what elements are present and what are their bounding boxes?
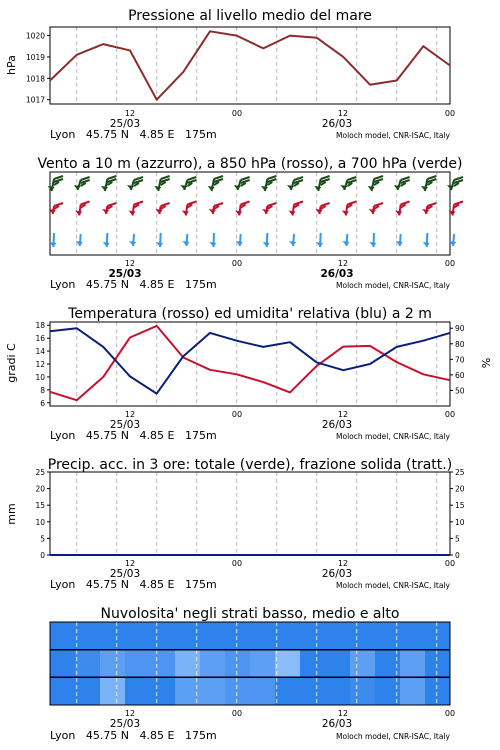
wind-barb: [102, 203, 116, 214]
pressure-title: Pressione al livello medio del mare: [128, 8, 372, 24]
y-tick-label: 0: [40, 551, 45, 560]
x-tick-label: 00: [444, 709, 456, 718]
precipitation-y-label: mm: [5, 503, 18, 525]
x-date-label: 26/03: [321, 568, 353, 580]
x-tick-label: 12: [124, 709, 136, 718]
wind-barb: [129, 234, 136, 246]
cloud-cell: [50, 677, 76, 705]
y-tick-label: 14: [35, 347, 45, 357]
pressure-line: [50, 31, 450, 99]
cloud-cell: [100, 650, 126, 678]
y-tick-label: 20: [35, 484, 45, 494]
wind-barb: [74, 177, 90, 190]
pressure-panel: [5, 8, 455, 141]
x-tick-label: 00: [444, 410, 456, 419]
x-tick-label: 12: [337, 109, 349, 118]
wind-barb: [75, 202, 90, 216]
model-credit: Moloch model, CNR-ISAC, Italy: [336, 432, 450, 441]
temperature-title: Temperatura (rosso) ed umidita' relativa (blu) a 2 m: [68, 306, 432, 322]
wind-barb: [314, 176, 329, 191]
y-tick-label: 25: [35, 468, 45, 477]
barb-head: [48, 186, 55, 191]
barb-head: [208, 186, 215, 191]
barb-head: [315, 209, 322, 214]
wind-barb: [182, 234, 189, 246]
x-tick-label: 00: [231, 109, 243, 118]
pressure-series: [50, 31, 450, 99]
y-tick-label: 10: [35, 372, 45, 382]
cloud-cell: [350, 622, 376, 650]
model-credit: Moloch model, CNR-ISAC, Italy: [336, 131, 450, 140]
x-tick-label: 12: [337, 559, 349, 568]
wind-barb: [315, 203, 329, 214]
cloud-cell: [425, 650, 451, 678]
barb-head: [103, 242, 110, 247]
cloud-title: Nuvolosita' negli strati basso, medio e alto: [100, 606, 400, 622]
y-tick-label: 16: [35, 334, 45, 344]
barb-head: [129, 211, 136, 216]
precipitation-title: Precip. acc. in 3 ore: totale (verde), frazione solida (tratt.): [47, 457, 453, 473]
y-tick-label: 1018: [25, 74, 45, 84]
y2-tick-label: 60: [455, 370, 465, 380]
wind-barb: [101, 176, 116, 191]
x-tick-label: 12: [124, 109, 136, 118]
barb-head: [342, 211, 349, 216]
precipitation-plot-area: [50, 472, 450, 555]
x-tick-label: 00: [231, 559, 243, 568]
y-tick-label: 6: [40, 398, 45, 408]
wind-barb: [208, 176, 223, 191]
cloud-cell: [300, 677, 326, 705]
wind-barb: [103, 233, 110, 247]
y-tick-label: 10: [35, 517, 45, 527]
precipitation-right-ticks: [450, 468, 465, 560]
cloud-cell: [75, 677, 101, 705]
wind-panel: [37, 156, 463, 291]
wind-barb: [209, 203, 223, 214]
x-tick-label: 00: [444, 559, 456, 568]
barb-head: [342, 241, 349, 246]
y2-tick-label: 80: [455, 339, 465, 349]
temperature-series: [50, 326, 450, 400]
cloud-cell: [225, 622, 251, 650]
barb-head: [369, 242, 376, 247]
y-tick-label: 18: [35, 321, 45, 331]
cloud-cell: [75, 622, 101, 650]
barb-head: [263, 242, 270, 247]
y2-tick-label: 25: [455, 468, 465, 477]
temperature-panel: [5, 306, 493, 442]
barb-head: [182, 211, 189, 216]
x-tick-label: 12: [337, 259, 349, 268]
pressure-plot-area: [50, 27, 450, 104]
temperature-y-ticks: [35, 321, 50, 408]
wind-barb: [342, 202, 357, 216]
x-date-label: 26/03: [321, 718, 353, 730]
wind-barb: [262, 203, 276, 214]
cloud-cell: [325, 650, 351, 678]
barb-head: [422, 209, 429, 214]
cloud-cell: [300, 622, 326, 650]
cloud-cell: [400, 677, 426, 705]
x-date-label: 26/03: [321, 419, 353, 431]
y2-tick-label: 20: [455, 484, 465, 494]
y-tick-label: 1019: [25, 52, 45, 62]
wind-barb: [182, 202, 197, 216]
cloud-panel: [50, 606, 455, 742]
wind-barb: [421, 176, 436, 191]
wind-barb: [449, 202, 464, 216]
humidity-y-label: %: [480, 357, 493, 369]
cloud-cell: [300, 650, 326, 678]
location-line: Lyon 45.75 N 4.85 E 175m: [50, 578, 217, 591]
precipitation-x-ticks: [110, 559, 455, 580]
barb-head: [129, 241, 136, 246]
barb-head: [421, 186, 428, 191]
cloud-cell: [225, 650, 251, 678]
cloud-cell: [275, 650, 301, 678]
y2-tick-label: 70: [455, 355, 465, 365]
pressure-x-ticks: [110, 109, 455, 130]
pressure-y-label: hPa: [5, 55, 18, 75]
wind-barb: [263, 233, 270, 247]
wind-barb: [369, 233, 376, 247]
barb-head: [423, 242, 430, 247]
model-credit: Moloch model, CNR-ISAC, Italy: [336, 281, 450, 290]
barb-head: [154, 186, 161, 191]
temperature-x-ticks: [110, 410, 455, 431]
cloud-cell: [50, 650, 76, 678]
x-date-label: 26/03: [320, 268, 354, 280]
barb-head: [155, 209, 162, 214]
y-tick-label: 12: [35, 360, 45, 369]
wind-barb: [209, 233, 216, 247]
barb-head: [368, 186, 375, 191]
cloud-cell: [400, 622, 426, 650]
precipitation-panel: [5, 457, 465, 591]
wind-barb: [180, 177, 196, 190]
temperature-line: [50, 326, 450, 400]
cloud-cell: [50, 622, 76, 650]
cloud-cell: [350, 650, 376, 678]
x-tick-label: 12: [124, 259, 136, 268]
wind-barb: [235, 202, 250, 216]
x-tick-label: 00: [231, 259, 243, 268]
wind-barb: [127, 177, 143, 190]
wind-barb: [369, 203, 383, 214]
wind-barb: [394, 177, 410, 190]
wind-barb: [447, 177, 463, 190]
cloud-cell: [125, 677, 151, 705]
cloud-cell: [425, 622, 451, 650]
y-tick-label: 5: [40, 534, 45, 544]
cloud-cell: [325, 622, 351, 650]
y2-tick-label: 90: [455, 324, 465, 334]
barb-head: [262, 209, 269, 214]
cloud-cell: [400, 650, 426, 678]
x-tick-label: 12: [337, 709, 349, 718]
temperature-y-label: gradi C: [5, 343, 18, 383]
wind-barb: [423, 233, 430, 247]
cloud-cell: [75, 650, 101, 678]
y2-tick-label: 15: [455, 501, 465, 511]
wind-barb: [49, 203, 63, 214]
precipitation-gridlines: [77, 472, 437, 555]
cloud-cell: [200, 622, 226, 650]
x-tick-label: 12: [337, 410, 349, 419]
wind-x-ticks: [108, 259, 455, 280]
x-date-label: 25/03: [109, 419, 141, 431]
location-line: Lyon 45.75 N 4.85 E 175m: [50, 278, 217, 291]
wind-barbs: [48, 176, 463, 247]
location-line: Lyon 45.75 N 4.85 E 175m: [50, 429, 217, 442]
cloud-cell: [100, 622, 126, 650]
x-tick-label: 12: [124, 559, 136, 568]
barb-head: [314, 186, 321, 191]
barb-head: [369, 209, 376, 214]
cloud-cell: [250, 677, 276, 705]
barb-head: [101, 186, 108, 191]
wind-barb: [287, 177, 303, 190]
wind-barb: [234, 177, 250, 190]
wind-barb: [261, 176, 276, 191]
location-line: Lyon 45.75 N 4.85 E 175m: [50, 729, 217, 742]
barb-head: [102, 209, 109, 214]
barb-head: [209, 242, 216, 247]
wind-barb: [342, 234, 349, 246]
y2-tick-label: 10: [455, 517, 465, 527]
barb-head: [261, 186, 268, 191]
wind-barb: [129, 202, 144, 216]
humidity-line: [50, 328, 450, 393]
x-tick-label: 00: [444, 259, 456, 268]
barb-head: [289, 241, 296, 246]
wind-barb: [289, 202, 304, 216]
barb-head: [182, 241, 189, 246]
cloud-x-ticks: [110, 709, 455, 730]
x-date-label: 26/03: [321, 118, 353, 130]
cloud-cell: [100, 677, 126, 705]
cloud-cell: [250, 650, 276, 678]
cloud-cell: [200, 650, 226, 678]
wind-barb: [155, 203, 169, 214]
y2-tick-label: 5: [455, 534, 460, 544]
y2-tick-label: 50: [455, 386, 465, 396]
cloud-cell: [150, 650, 176, 678]
y-tick-label: 8: [40, 385, 45, 395]
pressure-y-ticks: [26, 32, 50, 105]
cloud-cells: [50, 622, 451, 706]
model-credit: Moloch model, CNR-ISAC, Italy: [336, 732, 450, 741]
x-date-label: 25/03: [109, 118, 141, 130]
wind-barb: [289, 234, 296, 246]
y2-tick-label: 0: [455, 551, 460, 560]
cloud-cell: [425, 677, 451, 705]
x-tick-label: 12: [124, 410, 136, 419]
cloud-cell: [125, 622, 151, 650]
cloud-cell: [200, 677, 226, 705]
y-tick-label: 15: [35, 501, 45, 511]
humidity-y-ticks: [450, 324, 465, 395]
barb-head: [289, 211, 296, 216]
wind-barb: [368, 176, 383, 191]
cloud-cell: [150, 677, 176, 705]
cloud-cell: [275, 677, 301, 705]
precipitation-y-ticks: [35, 468, 50, 560]
cloud-cell: [225, 677, 251, 705]
x-date-label: 25/03: [108, 268, 142, 280]
barb-head: [209, 209, 216, 214]
wind-barb: [422, 203, 436, 214]
cloud-cell: [275, 622, 301, 650]
y-tick-label: 1017: [25, 95, 45, 105]
cloud-cell: [350, 677, 376, 705]
model-credit: Moloch model, CNR-ISAC, Italy: [336, 581, 450, 590]
wind-title: Vento a 10 m (azzurro), a 850 hPa (rosso), a 700 hPa (verde): [37, 156, 463, 172]
temperature-plot-area: [50, 322, 450, 406]
y-tick-label: 1020: [25, 31, 45, 41]
wind-barb: [340, 177, 356, 190]
pressure-gridlines: [77, 27, 437, 104]
cloud-cell: [325, 677, 351, 705]
x-date-label: 25/03: [109, 718, 141, 730]
cloud-cell: [150, 622, 176, 650]
wind-barb: [154, 176, 169, 191]
x-date-label: 25/03: [109, 568, 141, 580]
cloud-cell: [250, 622, 276, 650]
location-line: Lyon 45.75 N 4.85 E 175m: [50, 128, 217, 141]
x-tick-label: 00: [231, 709, 243, 718]
temperature-gridlines: [77, 322, 437, 406]
x-tick-label: 00: [444, 109, 456, 118]
x-tick-label: 00: [231, 410, 243, 419]
cloud-cell: [125, 650, 151, 678]
wind-barb: [395, 202, 410, 216]
